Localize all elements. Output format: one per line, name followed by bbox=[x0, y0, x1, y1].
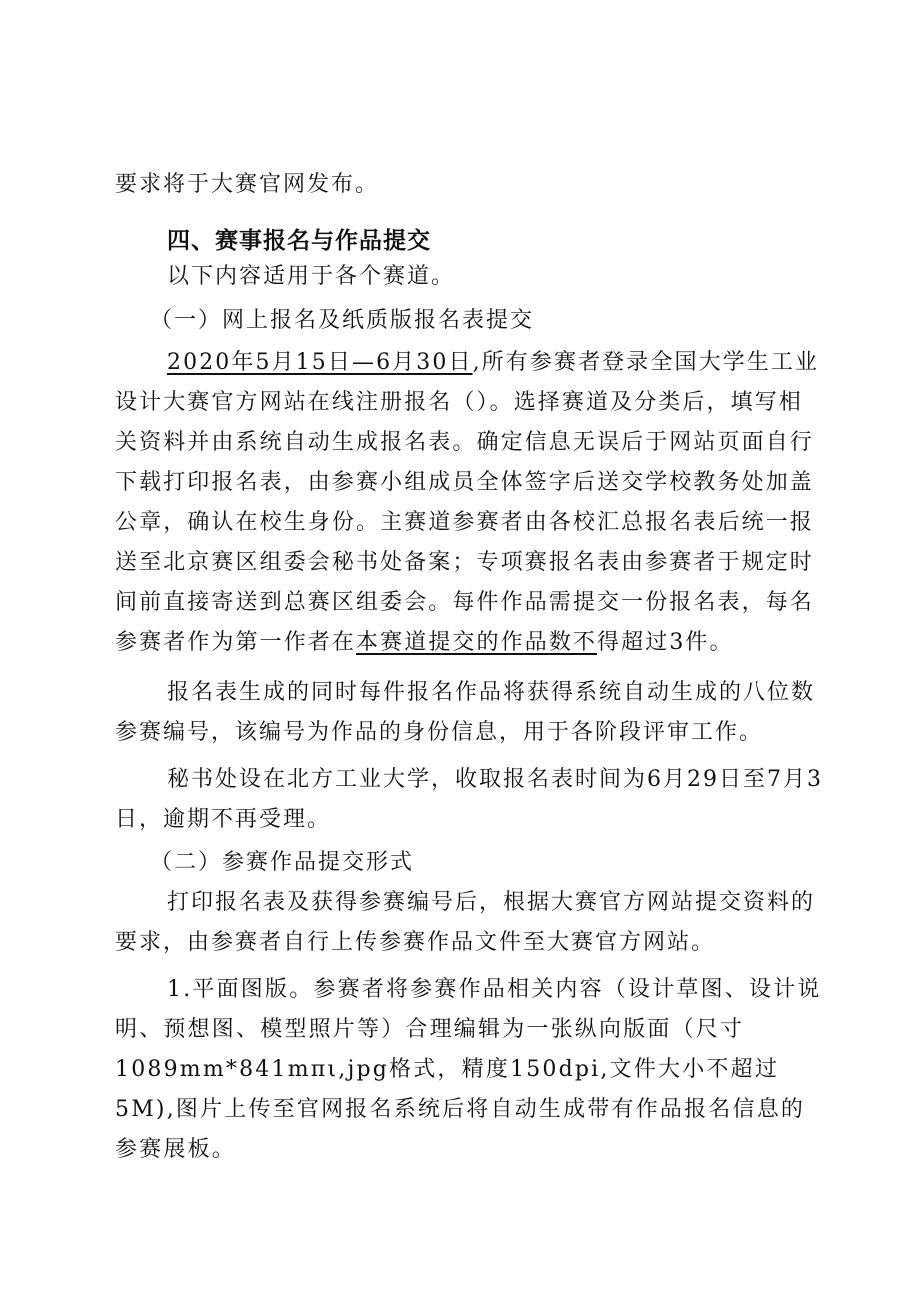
registration-text-b: 得超过3件。 bbox=[597, 630, 734, 655]
registration-emphasis: 本赛道提交的作品数不 bbox=[356, 630, 598, 655]
subsection-heading-submission-form: （二）参赛作品提交形式 bbox=[150, 850, 415, 875]
section-heading-registration: 四、赛事报名与作品提交 bbox=[167, 228, 431, 254]
paragraph-upload: 打印报名表及获得参赛编号后，根据大赛官方网站提交资料的要求，由参赛者自行上传参赛作品文件至大赛官方网站。 bbox=[115, 890, 816, 955]
registration-date-range: 2020年5月15日—6月30日 bbox=[167, 350, 473, 375]
paragraph-secretariat: 秘书处设在北方工业大学，收取报名表时间为6月29日至7月3日，逾期不再受理。 bbox=[115, 767, 823, 832]
paragraph-graphic-layout: 1.平面图版。参赛者将参赛作品相关内容（设计草图、设计说明、预想图、模型照片等）合理编辑为一张纵向版面（尺寸1089mm*841mπι,jpg格式，精度150dpi,文件大小不超过5M),图片上传至官网报名系统后将自动生成带有作品报名信息的参赛展板。 bbox=[115, 977, 822, 1162]
subsection-heading-online-registration: （一）网上报名及纸质版报名表提交 bbox=[150, 308, 535, 333]
paragraph-entry-number: 报名表生成的同时每件报名作品将获得系统自动生成的八位数参赛编号，该编号为作品的身份信息，用于各阶段评审工作。 bbox=[115, 680, 816, 745]
applies-note: 以下内容适用于各个赛道。 bbox=[167, 264, 456, 289]
paragraph-registration-details bbox=[115, 343, 823, 663]
registration-text-a: ,所有参赛者登录全国大学生工业设计大赛官方网站在线注册报名（）。选择赛道及分类后，填写相关资料并由系统自动生成报名表。确定信息无误后于网站页面自行下载打印报名表，由参赛小组成员全体签字后送交学校教务处加盖公章，确认在校生身份。主赛道参赛者由各校汇总报名表后统一报送至北京赛区组委会秘书处备案；专项赛报名表由参赛者于规定时间前直接寄送到总赛区组委会。每件作品需提交一份报名表，每名参赛者作为第一作者在 bbox=[115, 350, 820, 655]
intro-line: 要求将于大赛官网发布。 bbox=[115, 172, 380, 197]
